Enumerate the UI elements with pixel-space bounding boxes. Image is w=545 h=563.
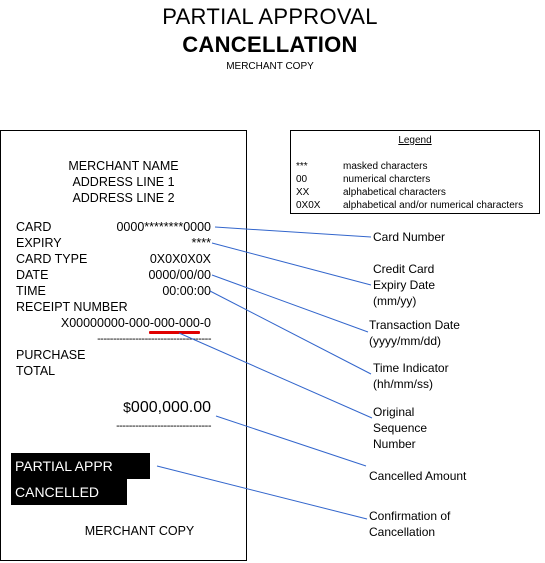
legend-symbol: 0X0X: [296, 200, 321, 211]
card-value: 0000********0000: [116, 220, 211, 234]
amount-value: 000,000.00: [130, 399, 211, 416]
card-type-label: CARD TYPE: [16, 252, 88, 266]
annotation-sequence-2: Sequence: [373, 421, 428, 435]
annotation-expiry-3: (mm/yy): [373, 294, 417, 308]
annotation-expiry-2: Expiry Date: [373, 278, 436, 292]
annotation-transaction-1: Transaction Date: [369, 318, 460, 332]
annotation-sequence-1: Original: [373, 405, 415, 419]
status-partial-appr: PARTIAL APPR: [11, 453, 150, 479]
annotation-confirmation-2: Cancellation: [369, 525, 436, 539]
annotation-transaction-2: (yyyy/mm/dd): [369, 334, 441, 348]
legend-meaning: alphabetical and/or numerical characters: [343, 200, 524, 211]
address-line-1: ADDRESS LINE 1: [72, 175, 175, 189]
legend-symbol: 00: [296, 174, 308, 185]
legend-meaning: masked characters: [343, 161, 428, 172]
title-partial-approval: PARTIAL APPROVAL: [162, 4, 378, 29]
time-label: TIME: [16, 284, 46, 298]
annotation-card-number: Card Number: [373, 230, 446, 244]
date-label: DATE: [16, 268, 49, 282]
receipt-divider-long: ------------------------------------: [97, 333, 211, 345]
card-type-value: 0X0X0X0X: [149, 252, 211, 266]
date-value: 0000/00/00: [148, 268, 211, 282]
title-cancellation: CANCELLATION: [182, 32, 358, 57]
receipt-number-prefix: X00000000-000-: [60, 316, 154, 330]
status-cancelled: CANCELLED: [11, 479, 127, 505]
annotation-cancelled-amount: Cancelled Amount: [369, 469, 467, 483]
purchase-label: PURCHASE: [16, 348, 86, 362]
annotation-sequence-3: Number: [373, 437, 416, 451]
annotation-time-1: Time Indicator: [373, 361, 449, 375]
address-line-2: ADDRESS LINE 2: [72, 191, 175, 205]
annotation-time-2: (hh/mm/ss): [373, 377, 433, 391]
merchant-name: MERCHANT NAME: [68, 159, 179, 173]
receipt-footer: MERCHANT COPY: [84, 524, 195, 538]
card-label: CARD: [16, 220, 52, 234]
total-label: TOTAL: [16, 364, 56, 378]
legend-meaning: alphabetical characters: [343, 187, 446, 198]
legend-symbol: ***: [296, 161, 308, 172]
receipt-number-sequence: 000-000-0: [154, 316, 211, 330]
currency-symbol: $: [123, 399, 131, 415]
receipt-number-value: [61, 316, 211, 330]
title-merchant-copy: MERCHANT COPY: [226, 61, 314, 72]
time-value: 00:00:00: [162, 284, 211, 298]
receipt-number-label: RECEIPT NUMBER: [16, 300, 128, 314]
legend-symbol: XX: [296, 187, 310, 198]
annotation-confirmation-1: Confirmation of: [369, 509, 451, 523]
receipt-divider-short: ------------------------------: [116, 420, 211, 432]
legend-title: Legend: [398, 135, 432, 146]
annotation-expiry-1: Credit Card: [373, 262, 435, 276]
expiry-label: EXPIRY: [16, 236, 62, 250]
expiry-value: ****: [191, 236, 211, 250]
cancelled-amount: [123, 399, 211, 417]
legend-meaning: numerical charcters: [343, 174, 431, 185]
